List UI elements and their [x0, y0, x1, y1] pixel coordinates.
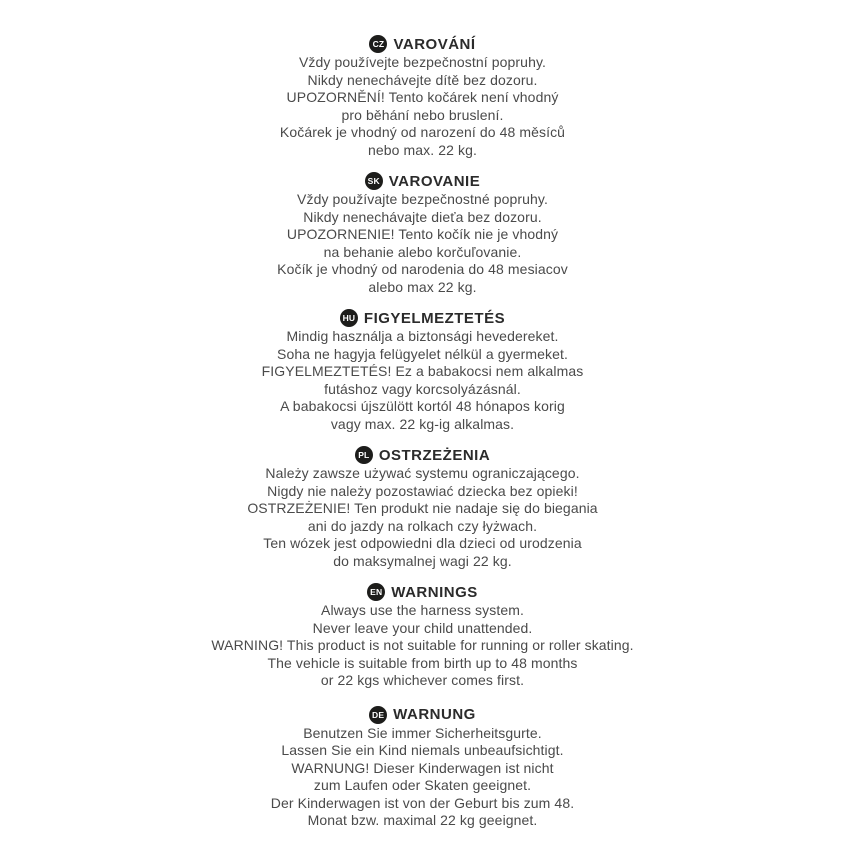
warning-line: Vždy používajte bezpečnostné popruhy.: [297, 191, 548, 207]
warning-line: na behanie alebo korčuľovanie.: [323, 243, 522, 260]
warning-line: OSTRZEŻENIE! Ten produkt nie nadaje się do biegania: [247, 500, 598, 516]
hu-language-badge-icon: HU: [340, 309, 358, 327]
warning-line: UPOZORNENIE! Tento kočík nie je vhodný: [286, 226, 559, 242]
cz-language-badge-icon: CZ: [369, 35, 387, 53]
pl-language-badge-icon: PL: [355, 446, 373, 464]
section-title-en: WARNINGS: [391, 583, 478, 601]
section-heading-en: [0, 583, 845, 601]
warning-line: zum Laufen oder Skaten geeignet.: [313, 777, 532, 793]
warning-line: Kočárek je vhodný od narození do 48 měsíců: [279, 124, 566, 140]
warning-line: Nikdy nenechávajte dieťa bez dozoru.: [303, 208, 542, 225]
section-title-sk: VAROVANIE: [388, 172, 481, 190]
warning-line: Always use the harness system.: [321, 602, 524, 618]
en-language-badge-icon: EN: [367, 583, 385, 601]
warning-line: ani do jazdy na rolkach czy łyżwach.: [307, 517, 538, 534]
warning-line: Mindig használja a biztonsági hevedereket.: [286, 328, 559, 344]
warning-line: Soha ne hagyja felügyelet nélkül a gyermeket.: [277, 345, 568, 362]
warning-line: Lassen Sie ein Kind niemals unbeaufsichtigt.: [281, 742, 564, 758]
warning-line: Monat bzw. maximal 22 kg geeignet.: [307, 812, 538, 828]
warning-line: WARNING! This product is not suitable for running or roller skating.: [211, 637, 634, 653]
warning-line: Należy zawsze używać systemu ograniczającego.: [265, 465, 580, 481]
section-heading-hu: [0, 309, 845, 327]
warning-line: vagy max. 22 kg-ig alkalmas.: [330, 415, 515, 432]
warning-line: UPOZORNĚNÍ! Tento kočárek není vhodný: [286, 89, 559, 105]
section-title-hu: FIGYELMEZTETÉS: [363, 309, 506, 327]
warning-line: FIGYELMEZTETÉS! Ez a babakocsi nem alkalmas: [261, 363, 584, 379]
section-heading-de: [0, 706, 845, 724]
warning-line: do maksymalnej wagi 22 kg.: [333, 552, 512, 569]
warning-line: Benutzen Sie immer Sicherheitsgurte.: [303, 724, 542, 741]
section-heading-pl: [0, 446, 845, 464]
warning-line: The vehicle is suitable from birth up to 48 months: [267, 654, 578, 671]
section-pl-warning: [0, 446, 845, 570]
warning-line: Ten wózek jest odpowiedni dla dzieci od urodzenia: [263, 535, 582, 551]
sk-language-badge-icon: SK: [365, 172, 383, 190]
section-sk-warning: [0, 172, 845, 296]
section-heading-sk: [0, 172, 845, 190]
warning-line: futáshoz vagy korcsolyázásnál.: [324, 380, 521, 397]
warning-line: Never leave your child unattended.: [312, 619, 533, 636]
warning-line: pro běhání nebo bruslení.: [341, 106, 504, 123]
warning-line: alebo max 22 kg.: [368, 278, 477, 295]
warning-line: Kočík je vhodný od narodenia do 48 mesiacov: [277, 261, 568, 277]
warning-line: Der Kinderwagen ist von der Geburt bis zum 48.: [270, 794, 575, 811]
section-title-de: WARNUNG: [393, 706, 476, 723]
warning-line: Nikdy nenechávejte dítě bez dozoru.: [307, 71, 538, 88]
section-cz-warning: [0, 35, 845, 159]
warning-line: or 22 kgs whichever comes first.: [320, 672, 525, 688]
section-de-warning: [0, 706, 845, 830]
section-heading-cz: [0, 35, 845, 53]
section-title-pl: OSTRZEŻENIA: [378, 446, 491, 464]
warning-line: Nigdy nie należy pozostawiać dziecka bez opieki!: [267, 482, 578, 499]
warning-line: A babakocsi újszülött kortól 48 hónapos korig: [280, 398, 565, 414]
section-title-cz: VAROVÁNÍ: [393, 35, 476, 53]
warning-line: Vždy používejte bezpečnostní popruhy.: [298, 54, 547, 70]
warning-line: WARNUNG! Dieser Kinderwagen ist nicht: [291, 759, 554, 776]
warning-line: nebo max. 22 kg.: [368, 141, 477, 158]
de-language-badge-icon: DE: [369, 706, 387, 724]
section-hu-warning: [0, 309, 845, 433]
section-en-warning: [0, 583, 845, 690]
